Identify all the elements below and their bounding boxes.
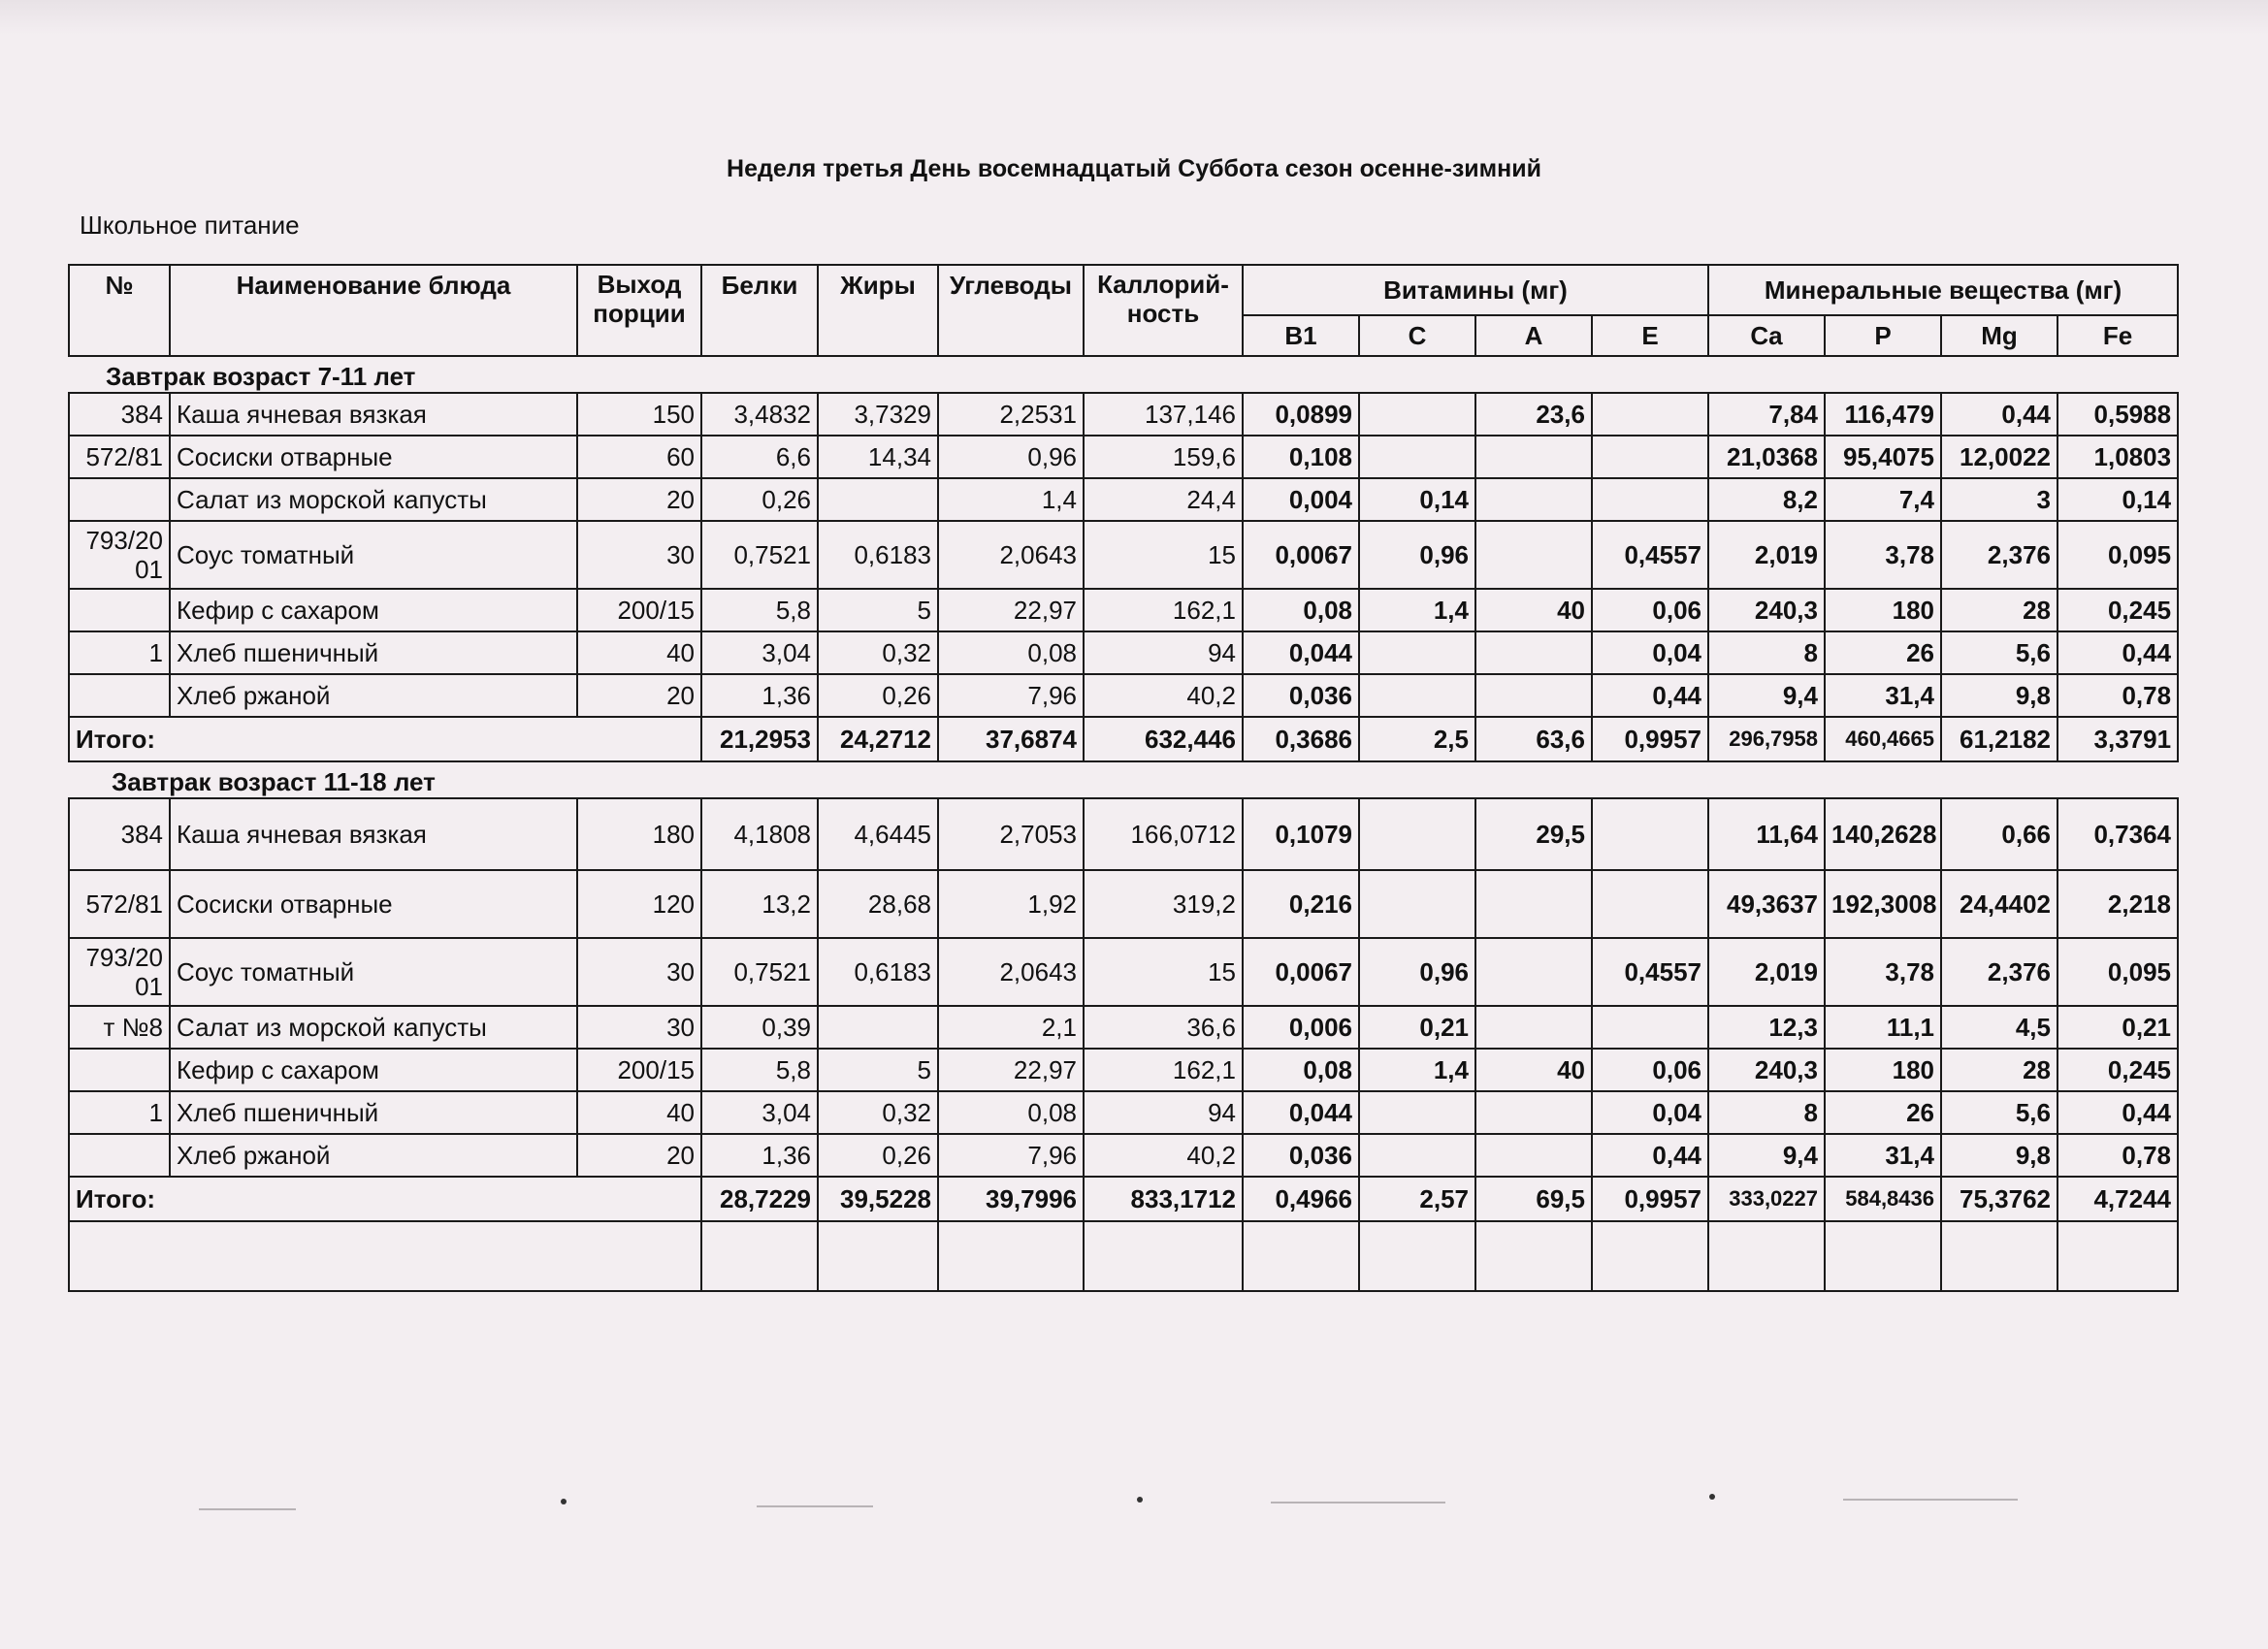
cell-value: 200/15 (577, 589, 701, 631)
cell-value: 166,0712 (1084, 798, 1243, 870)
col-header-c: C (1359, 315, 1475, 356)
cell-value: 40,2 (1084, 1134, 1243, 1177)
cell-value: 24,4402 (1941, 870, 2057, 938)
cell-value: 7,84 (1708, 393, 1825, 436)
cell-value (1475, 478, 1592, 521)
total-value: 2,57 (1359, 1177, 1475, 1221)
table-row (69, 436, 2178, 478)
cell-value: 28 (1941, 589, 2057, 631)
cell-value (1359, 631, 1475, 674)
cell-value: 162,1 (1084, 589, 1243, 631)
col-header-carbs: Углеводы (938, 265, 1084, 356)
cell-value: 3 (1941, 478, 2057, 521)
cell-value: 13,2 (701, 870, 818, 938)
cell-value: 94 (1084, 1091, 1243, 1134)
col-header-a: A (1475, 315, 1592, 356)
cell-value: 2,376 (1941, 521, 2057, 589)
total-value: 0,9957 (1592, 1177, 1708, 1221)
total-value: 833,1712 (1084, 1177, 1243, 1221)
cell-value: 23,6 (1475, 393, 1592, 436)
cell-value: 60 (577, 436, 701, 478)
cell-name: Хлеб ржаной (170, 674, 577, 717)
cell-value: 0,96 (938, 436, 1084, 478)
cell-value: 26 (1825, 1091, 1941, 1134)
cell-value: 159,6 (1084, 436, 1243, 478)
cell-name: Соус томатный (170, 938, 577, 1006)
cell-value: 0,08 (938, 631, 1084, 674)
cell-value: 4,5 (1941, 1006, 2057, 1049)
cell-value: 0,5988 (2057, 393, 2178, 436)
cell-value: 150 (577, 393, 701, 436)
total-value: 28,7229 (701, 1177, 818, 1221)
cell-value: 0,095 (2057, 938, 2178, 1006)
cell-value: 2,1 (938, 1006, 1084, 1049)
cell-value: 3,04 (701, 631, 818, 674)
col-header-b1: B1 (1243, 315, 1359, 356)
cell-value: 0,1079 (1243, 798, 1359, 870)
cell-value: 95,4075 (1825, 436, 1941, 478)
total-label: Итого: (69, 717, 701, 761)
cell-value: 1,4 (1359, 1049, 1475, 1091)
table-row (69, 393, 2178, 436)
cell-value: 0,0067 (1243, 521, 1359, 589)
cell-value: 15 (1084, 521, 1243, 589)
cell-name: Кефир с сахаром (170, 1049, 577, 1091)
scan-artifact (1843, 1499, 2018, 1501)
total-value: 584,8436 (1825, 1177, 1941, 1221)
cell-value: 40 (577, 1091, 701, 1134)
cell-value: 12,0022 (1941, 436, 2057, 478)
table-row (69, 521, 2178, 589)
section-body (69, 798, 2178, 1177)
cell-value: 0,4557 (1592, 521, 1708, 589)
cell-value: 0,216 (1243, 870, 1359, 938)
table-row (69, 589, 2178, 631)
cell-num: 793/2001 (69, 938, 170, 1006)
cell-value: 40 (1475, 589, 1592, 631)
cell-value (1359, 1091, 1475, 1134)
cell-value: 15 (1084, 938, 1243, 1006)
col-header-vitamins: Витамины (мг) (1243, 265, 1708, 315)
cell-value: 0,044 (1243, 1091, 1359, 1134)
cell-name: Соус томатный (170, 521, 577, 589)
empty-row (69, 1221, 2178, 1291)
cell-value: 26 (1825, 631, 1941, 674)
cell-value: 6,6 (701, 436, 818, 478)
cell-num: 1 (69, 631, 170, 674)
cell-value (1475, 674, 1592, 717)
cell-value: 0,7521 (701, 938, 818, 1006)
cell-value: 0,78 (2057, 1134, 2178, 1177)
cell-value: 7,96 (938, 674, 1084, 717)
cell-value: 240,3 (1708, 1049, 1825, 1091)
nutrition-table-11-18 (68, 797, 2179, 1292)
cell-num: 572/81 (69, 870, 170, 938)
cell-value: 1,36 (701, 1134, 818, 1177)
cell-num: 384 (69, 393, 170, 436)
cell-value: 1,36 (701, 674, 818, 717)
cell-value: 0,21 (2057, 1006, 2178, 1049)
cell-value: 9,4 (1708, 674, 1825, 717)
cell-value: 2,019 (1708, 938, 1825, 1006)
cell-value: 11,1 (1825, 1006, 1941, 1049)
cell-value: 0,108 (1243, 436, 1359, 478)
cell-value: 4,1808 (701, 798, 818, 870)
col-header-mg: Mg (1941, 315, 2057, 356)
cell-value: 0,036 (1243, 1134, 1359, 1177)
total-value: 63,6 (1475, 717, 1592, 761)
cell-value: 3,78 (1825, 521, 1941, 589)
cell-value: 1,4 (1359, 589, 1475, 631)
cell-value: 94 (1084, 631, 1243, 674)
total-value: 24,2712 (818, 717, 938, 761)
col-header-protein: Белки (701, 265, 818, 356)
total-value: 632,446 (1084, 717, 1243, 761)
total-value: 0,4966 (1243, 1177, 1359, 1221)
cell-value (818, 1006, 938, 1049)
cell-value: 8,2 (1708, 478, 1825, 521)
cell-value: 2,376 (1941, 938, 2057, 1006)
cell-value: 31,4 (1825, 674, 1941, 717)
cell-value: 1,0803 (2057, 436, 2178, 478)
col-header-ca: Ca (1708, 315, 1825, 356)
cell-value: 24,4 (1084, 478, 1243, 521)
table-row (69, 674, 2178, 717)
col-header-num: № (69, 265, 170, 356)
total-value: 21,2953 (701, 717, 818, 761)
cell-value: 1,92 (938, 870, 1084, 938)
col-header-fat: Жиры (818, 265, 938, 356)
cell-value: 20 (577, 1134, 701, 1177)
cell-value: 21,0368 (1708, 436, 1825, 478)
cell-value: 36,6 (1084, 1006, 1243, 1049)
header-row (69, 265, 2178, 315)
table-row (69, 1134, 2178, 1177)
cell-value: 2,0643 (938, 938, 1084, 1006)
cell-value: 0,08 (938, 1091, 1084, 1134)
cell-value: 0,04 (1592, 631, 1708, 674)
cell-value: 5 (818, 1049, 938, 1091)
cell-value (1475, 1006, 1592, 1049)
cell-value: 31,4 (1825, 1134, 1941, 1177)
table-row (69, 1049, 2178, 1091)
total-value: 69,5 (1475, 1177, 1592, 1221)
cell-value: 0,036 (1243, 674, 1359, 717)
cell-value: 0,006 (1243, 1006, 1359, 1049)
cell-value: 0,96 (1359, 521, 1475, 589)
cell-value: 0,21 (1359, 1006, 1475, 1049)
section-row (69, 761, 2178, 798)
total-value: 0,3686 (1243, 717, 1359, 761)
cell-name: Хлеб пшеничный (170, 1091, 577, 1134)
cell-value: 5 (818, 589, 938, 631)
cell-value (1592, 436, 1708, 478)
scan-artifact (1137, 1497, 1143, 1503)
cell-value: 49,3637 (1708, 870, 1825, 938)
cell-value: 0,44 (2057, 631, 2178, 674)
cell-value: 0,44 (2057, 1091, 2178, 1134)
cell-value: 30 (577, 938, 701, 1006)
cell-value: 2,019 (1708, 521, 1825, 589)
cell-value: 0,44 (1941, 393, 2057, 436)
cell-num (69, 1049, 170, 1091)
cell-value: 2,0643 (938, 521, 1084, 589)
cell-value: 0,26 (818, 1134, 938, 1177)
cell-value: 0,6183 (818, 938, 938, 1006)
cell-value (1359, 798, 1475, 870)
table-row (69, 631, 2178, 674)
cell-value: 0,78 (2057, 674, 2178, 717)
cell-value: 0,7521 (701, 521, 818, 589)
cell-value: 2,7053 (938, 798, 1084, 870)
cell-num (69, 589, 170, 631)
section-row (69, 356, 2178, 393)
cell-value (1592, 870, 1708, 938)
cell-value: 40 (577, 631, 701, 674)
cell-name: Каша ячневая вязкая (170, 798, 577, 870)
cell-value: 0,245 (2057, 1049, 2178, 1091)
cell-value (1592, 393, 1708, 436)
cell-value: 0,7364 (2057, 798, 2178, 870)
cell-value: 4,6445 (818, 798, 938, 870)
nutrition-table-7-11 (68, 264, 2179, 799)
cell-value: 2,218 (2057, 870, 2178, 938)
total-row (69, 717, 2178, 761)
cell-value: 3,04 (701, 1091, 818, 1134)
cell-value: 14,34 (818, 436, 938, 478)
cell-value (1592, 478, 1708, 521)
total-value: 39,7996 (938, 1177, 1084, 1221)
cell-value: 3,78 (1825, 938, 1941, 1006)
cell-value: 7,4 (1825, 478, 1941, 521)
cell-value: 0,39 (701, 1006, 818, 1049)
cell-value: 0,4557 (1592, 938, 1708, 1006)
cell-value: 0,095 (2057, 521, 2178, 589)
table-row (69, 1091, 2178, 1134)
cell-value: 5,8 (701, 589, 818, 631)
cell-value: 0,08 (1243, 589, 1359, 631)
cell-value: 11,64 (1708, 798, 1825, 870)
cell-num: 793/2001 (69, 521, 170, 589)
cell-value: 28 (1941, 1049, 2057, 1091)
cell-value: 0,32 (818, 1091, 938, 1134)
cell-value (1475, 631, 1592, 674)
cell-value: 40 (1475, 1049, 1592, 1091)
cell-value: 0,04 (1592, 1091, 1708, 1134)
cell-value: 180 (1825, 1049, 1941, 1091)
table-row (69, 1006, 2178, 1049)
section-body (69, 393, 2178, 717)
cell-value: 30 (577, 1006, 701, 1049)
total-value: 3,3791 (2057, 717, 2178, 761)
cell-value: 162,1 (1084, 1049, 1243, 1091)
cell-value: 0,245 (2057, 589, 2178, 631)
cell-value: 28,68 (818, 870, 938, 938)
cell-value (1475, 1091, 1592, 1134)
cell-value: 7,96 (938, 1134, 1084, 1177)
col-header-p: P (1825, 315, 1941, 356)
cell-value: 9,8 (1941, 674, 2057, 717)
scan-artifact (199, 1508, 296, 1510)
cell-value: 120 (577, 870, 701, 938)
cell-name: Салат из морской капусты (170, 478, 577, 521)
col-header-e: E (1592, 315, 1708, 356)
total-value: 4,7244 (2057, 1177, 2178, 1221)
col-header-minerals: Минеральные вещества (мг) (1708, 265, 2178, 315)
section-label: Завтрак возраст 11-18 лет (69, 761, 2178, 798)
total-value: 61,2182 (1941, 717, 2057, 761)
cell-value (818, 478, 938, 521)
cell-value: 0,44 (1592, 1134, 1708, 1177)
cell-value: 192,3008 (1825, 870, 1941, 938)
cell-value (1475, 870, 1592, 938)
cell-value: 200/15 (577, 1049, 701, 1091)
cell-value: 116,479 (1825, 393, 1941, 436)
cell-value (1359, 393, 1475, 436)
cell-name: Хлеб пшеничный (170, 631, 577, 674)
cell-value: 20 (577, 674, 701, 717)
cell-value: 0,0899 (1243, 393, 1359, 436)
cell-value: 5,8 (701, 1049, 818, 1091)
cell-value: 0,66 (1941, 798, 2057, 870)
cell-value (1475, 938, 1592, 1006)
cell-value (1359, 436, 1475, 478)
table-row (69, 798, 2178, 870)
cell-value (1592, 1006, 1708, 1049)
cell-name: Кефир с сахаром (170, 589, 577, 631)
total-value: 2,5 (1359, 717, 1475, 761)
cell-value: 9,4 (1708, 1134, 1825, 1177)
cell-value (1359, 870, 1475, 938)
cell-value: 9,8 (1941, 1134, 2057, 1177)
total-row (69, 1177, 2178, 1221)
scan-artifact (1709, 1494, 1715, 1500)
cell-value: 1,4 (938, 478, 1084, 521)
cell-value: 8 (1708, 631, 1825, 674)
total-value: 460,4665 (1825, 717, 1941, 761)
scan-artifact (757, 1505, 873, 1507)
col-header-kcal: Каллорий-ность (1084, 265, 1243, 356)
total-value: 39,5228 (818, 1177, 938, 1221)
cell-value: 0,004 (1243, 478, 1359, 521)
col-header-name: Наименование блюда (170, 265, 577, 356)
cell-value: 0,0067 (1243, 938, 1359, 1006)
cell-num: 1 (69, 1091, 170, 1134)
total-value: 333,0227 (1708, 1177, 1825, 1221)
cell-value: 40,2 (1084, 674, 1243, 717)
cell-value: 0,44 (1592, 674, 1708, 717)
cell-value: 0,26 (701, 478, 818, 521)
cell-value: 2,2531 (938, 393, 1084, 436)
cell-value: 0,08 (1243, 1049, 1359, 1091)
cell-value: 5,6 (1941, 1091, 2057, 1134)
document-title: Неделя третья День восемнадцатый Суббота сезон осенне-зимний (727, 155, 1541, 182)
cell-name: Салат из морской капусты (170, 1006, 577, 1049)
cell-value: 0,6183 (818, 521, 938, 589)
cell-value: 0,044 (1243, 631, 1359, 674)
cell-value: 20 (577, 478, 701, 521)
cell-value (1475, 521, 1592, 589)
cell-value: 319,2 (1084, 870, 1243, 938)
cell-value: 0,06 (1592, 1049, 1708, 1091)
cell-value: 5,6 (1941, 631, 2057, 674)
cell-num (69, 478, 170, 521)
cell-value: 0,96 (1359, 938, 1475, 1006)
cell-value: 22,97 (938, 1049, 1084, 1091)
cell-value: 12,3 (1708, 1006, 1825, 1049)
col-header-fe: Fe (2057, 315, 2178, 356)
cell-value: 180 (577, 798, 701, 870)
cell-value: 29,5 (1475, 798, 1592, 870)
cell-value (1359, 674, 1475, 717)
section-label: Завтрак возраст 7-11 лет (69, 356, 2178, 393)
total-value: 296,7958 (1708, 717, 1825, 761)
cell-value: 8 (1708, 1091, 1825, 1134)
cell-value: 0,06 (1592, 589, 1708, 631)
total-value: 75,3762 (1941, 1177, 2057, 1221)
cell-num (69, 674, 170, 717)
cell-name: Каша ячневая вязкая (170, 393, 577, 436)
cell-value: 30 (577, 521, 701, 589)
total-value: 0,9957 (1592, 717, 1708, 761)
scan-artifact (561, 1499, 567, 1504)
cell-num: 572/81 (69, 436, 170, 478)
cell-num: 384 (69, 798, 170, 870)
cell-value (1475, 436, 1592, 478)
table-row (69, 870, 2178, 938)
cell-value: 3,7329 (818, 393, 938, 436)
cell-value: 0,14 (2057, 478, 2178, 521)
cell-value: 0,14 (1359, 478, 1475, 521)
cell-value: 240,3 (1708, 589, 1825, 631)
cell-num: т №8 (69, 1006, 170, 1049)
col-header-portion: Выход порции (577, 265, 701, 356)
cell-value: 180 (1825, 589, 1941, 631)
total-label: Итого: (69, 1177, 701, 1221)
cell-name: Хлеб ржаной (170, 1134, 577, 1177)
cell-value: 3,4832 (701, 393, 818, 436)
cell-num (69, 1134, 170, 1177)
cell-name: Сосиски отварные (170, 436, 577, 478)
page-top-shadow (0, 0, 2268, 35)
cell-value (1592, 798, 1708, 870)
table-row (69, 938, 2178, 1006)
cell-value: 0,32 (818, 631, 938, 674)
cell-value: 140,2628 (1825, 798, 1941, 870)
cell-value: 0,26 (818, 674, 938, 717)
document-subtitle: Школьное питание (80, 210, 300, 240)
cell-value: 137,146 (1084, 393, 1243, 436)
cell-value (1359, 1134, 1475, 1177)
table-row (69, 478, 2178, 521)
cell-value: 22,97 (938, 589, 1084, 631)
scan-artifact (1271, 1502, 1445, 1504)
cell-value (1475, 1134, 1592, 1177)
cell-name: Сосиски отварные (170, 870, 577, 938)
total-value: 37,6874 (938, 717, 1084, 761)
